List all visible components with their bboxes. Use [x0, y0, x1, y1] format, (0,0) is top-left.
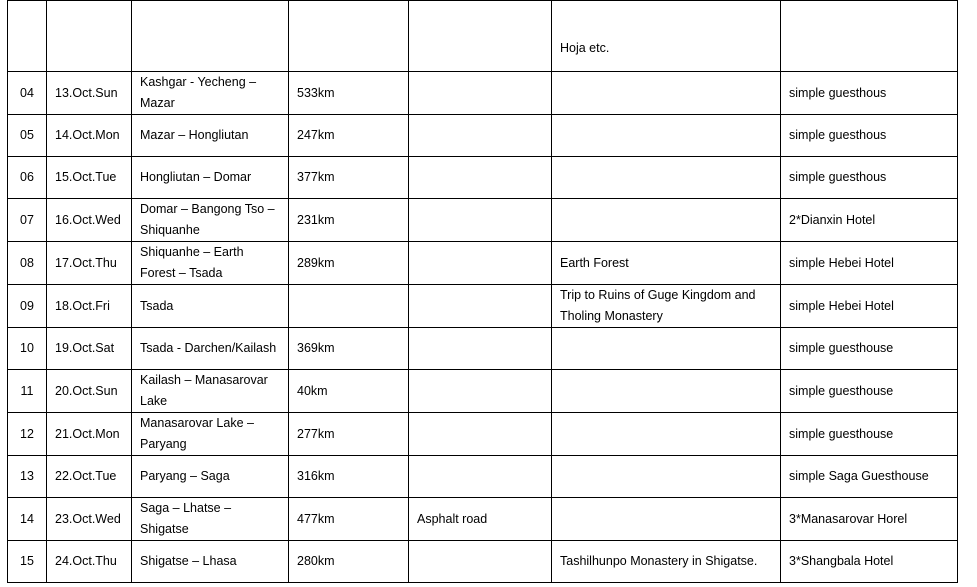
route-cell: Manasarovar Lake – Paryang	[132, 413, 289, 456]
sights-cell	[552, 328, 781, 370]
table-row	[8, 242, 958, 285]
accommodation-cell: simple Hebei Hotel	[781, 242, 958, 285]
date-cell: 21.Oct.Mon	[47, 413, 132, 456]
date-cell: 22.Oct.Tue	[47, 456, 132, 498]
route-cell: Tsada	[132, 285, 289, 328]
accommodation-cell: 3*Manasarovar Horel	[781, 498, 958, 541]
accommodation-cell	[781, 1, 958, 72]
date-cell: 23.Oct.Wed	[47, 498, 132, 541]
accommodation-cell: simple guesthous	[781, 115, 958, 157]
distance-cell	[289, 1, 409, 72]
route-cell: Domar – Bangong Tso – Shiquanhe	[132, 199, 289, 242]
distance-cell: 40km	[289, 370, 409, 413]
accommodation-cell: simple guesthous	[781, 72, 958, 115]
sights-cell: Tashilhunpo Monastery in Shigatse.	[552, 541, 781, 583]
table-row	[8, 115, 958, 157]
date-cell: 13.Oct.Sun	[47, 72, 132, 115]
sights-cell: Trip to Ruins of Guge Kingdom and Tholing Monastery	[552, 285, 781, 328]
route-cell: Saga – Lhatse – Shigatse	[132, 498, 289, 541]
sights-cell: Hoja etc.	[552, 1, 781, 72]
day-number-cell: 09	[8, 285, 47, 328]
table-row	[8, 285, 958, 328]
sights-cell	[552, 413, 781, 456]
distance-cell: 377km	[289, 157, 409, 199]
sights-cell	[552, 498, 781, 541]
route-cell	[132, 1, 289, 72]
day-number-cell: 15	[8, 541, 47, 583]
day-number-cell: 12	[8, 413, 47, 456]
day-number-cell: 13	[8, 456, 47, 498]
sights-cell	[552, 199, 781, 242]
distance-cell: 280km	[289, 541, 409, 583]
distance-cell: 277km	[289, 413, 409, 456]
date-cell: 20.Oct.Sun	[47, 370, 132, 413]
day-number-cell: 10	[8, 328, 47, 370]
road-cell: Asphalt road	[409, 498, 552, 541]
date-cell: 14.Oct.Mon	[47, 115, 132, 157]
sights-cell	[552, 456, 781, 498]
day-number-cell: 04	[8, 72, 47, 115]
route-cell: Paryang – Saga	[132, 456, 289, 498]
distance-cell	[289, 285, 409, 328]
table-row	[8, 498, 958, 541]
route-cell: Mazar – Hongliutan	[132, 115, 289, 157]
day-number-cell: 08	[8, 242, 47, 285]
accommodation-cell: simple guesthouse	[781, 370, 958, 413]
distance-cell: 231km	[289, 199, 409, 242]
date-cell: 18.Oct.Fri	[47, 285, 132, 328]
accommodation-cell: simple guesthous	[781, 157, 958, 199]
road-cell	[409, 199, 552, 242]
table-row	[8, 456, 958, 498]
itinerary-table-body	[8, 1, 958, 583]
day-number-cell: 07	[8, 199, 47, 242]
road-cell	[409, 242, 552, 285]
road-cell	[409, 328, 552, 370]
sights-cell	[552, 157, 781, 199]
distance-cell: 247km	[289, 115, 409, 157]
day-number-cell: 05	[8, 115, 47, 157]
sights-cell	[552, 72, 781, 115]
sights-cell: Earth Forest	[552, 242, 781, 285]
road-cell	[409, 285, 552, 328]
route-cell: Tsada - Darchen/Kailash	[132, 328, 289, 370]
table-row	[8, 199, 958, 242]
route-cell: Hongliutan – Domar	[132, 157, 289, 199]
road-cell	[409, 115, 552, 157]
route-cell: Kashgar - Yecheng – Mazar	[132, 72, 289, 115]
distance-cell: 316km	[289, 456, 409, 498]
date-cell: 17.Oct.Thu	[47, 242, 132, 285]
distance-cell: 533km	[289, 72, 409, 115]
road-cell	[409, 541, 552, 583]
day-number-cell	[8, 1, 47, 72]
accommodation-cell: simple guesthouse	[781, 328, 958, 370]
date-cell	[47, 1, 132, 72]
table-row	[8, 1, 958, 72]
table-row	[8, 157, 958, 199]
day-number-cell: 06	[8, 157, 47, 199]
itinerary-table	[7, 0, 958, 583]
road-cell	[409, 456, 552, 498]
accommodation-cell: 3*Shangbala Hotel	[781, 541, 958, 583]
road-cell	[409, 413, 552, 456]
day-number-cell: 14	[8, 498, 47, 541]
distance-cell: 369km	[289, 328, 409, 370]
date-cell: 24.Oct.Thu	[47, 541, 132, 583]
table-row	[8, 413, 958, 456]
accommodation-cell: simple Hebei Hotel	[781, 285, 958, 328]
table-row	[8, 328, 958, 370]
distance-cell: 477km	[289, 498, 409, 541]
accommodation-cell: simple guesthouse	[781, 413, 958, 456]
road-cell	[409, 72, 552, 115]
date-cell: 15.Oct.Tue	[47, 157, 132, 199]
route-cell: Shiquanhe – Earth Forest – Tsada	[132, 242, 289, 285]
sights-cell	[552, 115, 781, 157]
date-cell: 19.Oct.Sat	[47, 328, 132, 370]
accommodation-cell: simple Saga Guesthouse	[781, 456, 958, 498]
road-cell	[409, 157, 552, 199]
route-cell: Kailash – Manasarovar Lake	[132, 370, 289, 413]
accommodation-cell: 2*Dianxin Hotel	[781, 199, 958, 242]
table-row	[8, 370, 958, 413]
route-cell: Shigatse – Lhasa	[132, 541, 289, 583]
sights-cell	[552, 370, 781, 413]
date-cell: 16.Oct.Wed	[47, 199, 132, 242]
day-number-cell: 11	[8, 370, 47, 413]
table-row	[8, 541, 958, 583]
table-row	[8, 72, 958, 115]
road-cell	[409, 370, 552, 413]
road-cell	[409, 1, 552, 72]
distance-cell: 289km	[289, 242, 409, 285]
